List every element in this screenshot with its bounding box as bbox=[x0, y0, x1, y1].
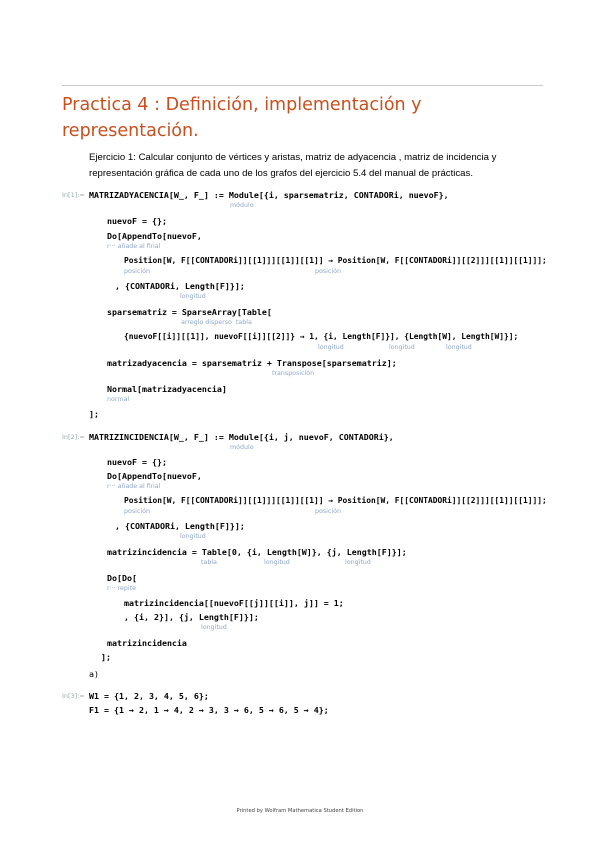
tooltip-table: tabla bbox=[201, 559, 217, 566]
code-line[interactable]: nuevoF = {}; bbox=[107, 216, 167, 226]
code-line[interactable]: , {CONTADORi, Length[F]}]; bbox=[115, 521, 245, 531]
code-line[interactable]: Do[AppendTo[nuevoF, bbox=[107, 231, 202, 241]
code-line[interactable]: {nuevoF[[i]][[1]], nuevoF[[i]][[2]]} → 1, {i, Length[F]}], {Length[W], Length[W]}]; bbox=[124, 332, 519, 341]
page-title: Practica 4 : Definición, implementación y representación. bbox=[62, 95, 422, 141]
input-label-2: In[2]:= bbox=[62, 433, 85, 441]
code-line[interactable]: ]; bbox=[101, 652, 111, 662]
tooltip-position: posición bbox=[315, 268, 341, 275]
code-line[interactable]: sparsematriz = SparseArray[Table[ bbox=[107, 307, 272, 317]
tooltip-transpose: transposición bbox=[272, 370, 315, 377]
tooltip-sparsearray-table: arreglo disperso tabla bbox=[181, 319, 252, 326]
code-line[interactable]: nuevoF = {}; bbox=[107, 457, 167, 467]
code-line[interactable]: matrizincidencia = Table[0, {i, Length[W]}, {j, Length[F]}]; bbox=[107, 547, 407, 557]
code-line[interactable]: , {CONTADORi, Length[F]}]; bbox=[115, 281, 245, 291]
code-line[interactable]: Do[AppendTo[nuevoF, bbox=[107, 471, 202, 481]
section-heading: a) bbox=[89, 669, 99, 679]
tooltip-length: longitud bbox=[446, 344, 472, 351]
tooltip-length: longitud bbox=[318, 344, 344, 351]
code-line[interactable]: matrizincidencia[[nuevoF[[j]][[i]], j]] = 1; bbox=[124, 598, 344, 608]
tooltip-length: longitud bbox=[389, 344, 415, 351]
tooltip-position: posición bbox=[124, 268, 150, 275]
tooltip-position: posición bbox=[124, 508, 150, 515]
input-label-1: In[1]:= bbox=[62, 191, 85, 199]
code-line[interactable]: Do[Do[ bbox=[107, 573, 137, 583]
tooltip-appendto: r··· añade al final bbox=[107, 243, 161, 250]
code-line[interactable]: , {i, 2}], {j, Length[F]}]; bbox=[124, 612, 259, 622]
code-line[interactable]: Position[W, F[[CONTADORi]][[1]]][[1]][[1]] → Position[W, F[[CONTADORi]][[2]]][[1]][[1]]]; bbox=[124, 496, 547, 505]
code-line[interactable]: Normal[matrizadyacencia] bbox=[107, 384, 227, 394]
tooltip-length: longitud bbox=[180, 533, 206, 540]
tooltip-length: longitud bbox=[201, 624, 227, 631]
code-line[interactable]: Position[W, F[[CONTADORi]][[1]]][[1]][[1]] → Position[W, F[[CONTADORi]][[2]]][[1]][[1]]]; bbox=[124, 256, 547, 265]
code-line[interactable]: ]; bbox=[89, 409, 99, 419]
code-line[interactable]: MATRIZADYACENCIA[W_, F_] := Module[{i, sparsematriz, CONTADORi, nuevoF}, bbox=[89, 190, 449, 200]
input-label-3: In[3]:= bbox=[62, 692, 85, 700]
print-footer: Printed by Wolfram Mathematica Student Edition bbox=[236, 808, 364, 814]
tooltip-length: longitud bbox=[345, 559, 371, 566]
tooltip-module: módulo bbox=[230, 202, 254, 209]
tooltip-position: posición bbox=[315, 508, 341, 515]
tooltip-module: módulo bbox=[230, 444, 254, 451]
code-line[interactable]: matrizincidencia bbox=[107, 638, 187, 648]
code-line[interactable]: MATRIZINCIDENCIA[W_, F_] := Module[{i, j, nuevoF, CONTADORi}, bbox=[89, 432, 394, 442]
tooltip-appendto: r··· añade al final bbox=[107, 483, 161, 490]
tooltip-length: longitud bbox=[264, 559, 290, 566]
code-line[interactable]: W1 = {1, 2, 3, 4, 5, 6}; bbox=[89, 691, 209, 701]
header-rule bbox=[62, 85, 543, 86]
exercise-description: Ejercicio 1: Calcular conjunto de vértices y aristas, matriz de adyacencia , matriz de incidencia y representación gráfica de cada uno de los grafos del ejercicio 5.4 del manual de prácticas. bbox=[89, 152, 497, 179]
tooltip-length: longitud bbox=[180, 293, 206, 300]
code-line[interactable]: F1 = {1 → 2, 1 → 4, 2 → 3, 3 → 6, 5 → 6, 5 → 4}; bbox=[89, 705, 329, 715]
code-line[interactable]: matrizadyacencia = sparsematriz + Transpose[sparsematriz]; bbox=[107, 358, 397, 368]
tooltip-normal: normal bbox=[107, 396, 130, 403]
tooltip-do: r··· repite bbox=[107, 585, 137, 592]
